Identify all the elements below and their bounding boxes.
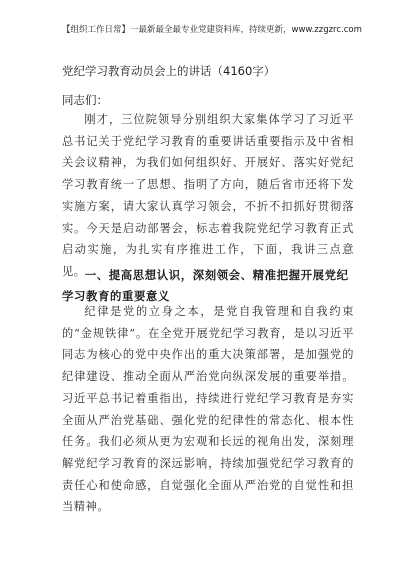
paragraph-opening: 刚才，三位院领导分别组织大家集体学习了习近平总书记关于党纪学习教育的重要讲话重要指示及中省相关会议精神，为我们如何组织好、开展好、落实好党纪学习教育统一了思想、指明了方向，随后省市还将下发实施方案，请大家认真学习领会，不折不扣抓好贯彻落实。今天是启动部署会，标志着我院党纪学习教育正式启动实施，为扎实有序推进工作，下面，我讲三点意见。: [62, 113, 354, 278]
section-heading-1: 一、提高思想认识，深刻领会、精准把握开展党纪学习教育的重要意义: [62, 268, 349, 303]
document-title: 党纪学习教育动员会上的讲话（4160字）: [62, 64, 276, 78]
salutation: 同志们：: [62, 93, 108, 107]
header-note: 【组织工作日常】一最新最全最专业党建资料库，持续更新，www.zzgzrc.com: [62, 25, 362, 35]
paragraph-discipline: 纪律是党的立身之本，是党自我管理和自我约束的“金规铁律”。在全党开展党纪学习教育，是以习近平同志为核心的党中央作出的重大决策部署，是加强党的纪律建设、推动全面从严治党向纵深发展的重要举措。习近平总书记着重指出，持续进行党纪学习教育是夯实全面从严治党基础、强化党的纪律性的常态化、根本性任务。我们必须从更为宏观和长远的视角出发，深刻理解党纪学习教育的深远影响，持续加强党纪学习教育的责任心和使命感，自觉强化全面从严治党的自觉性和担当精神。: [62, 305, 354, 514]
